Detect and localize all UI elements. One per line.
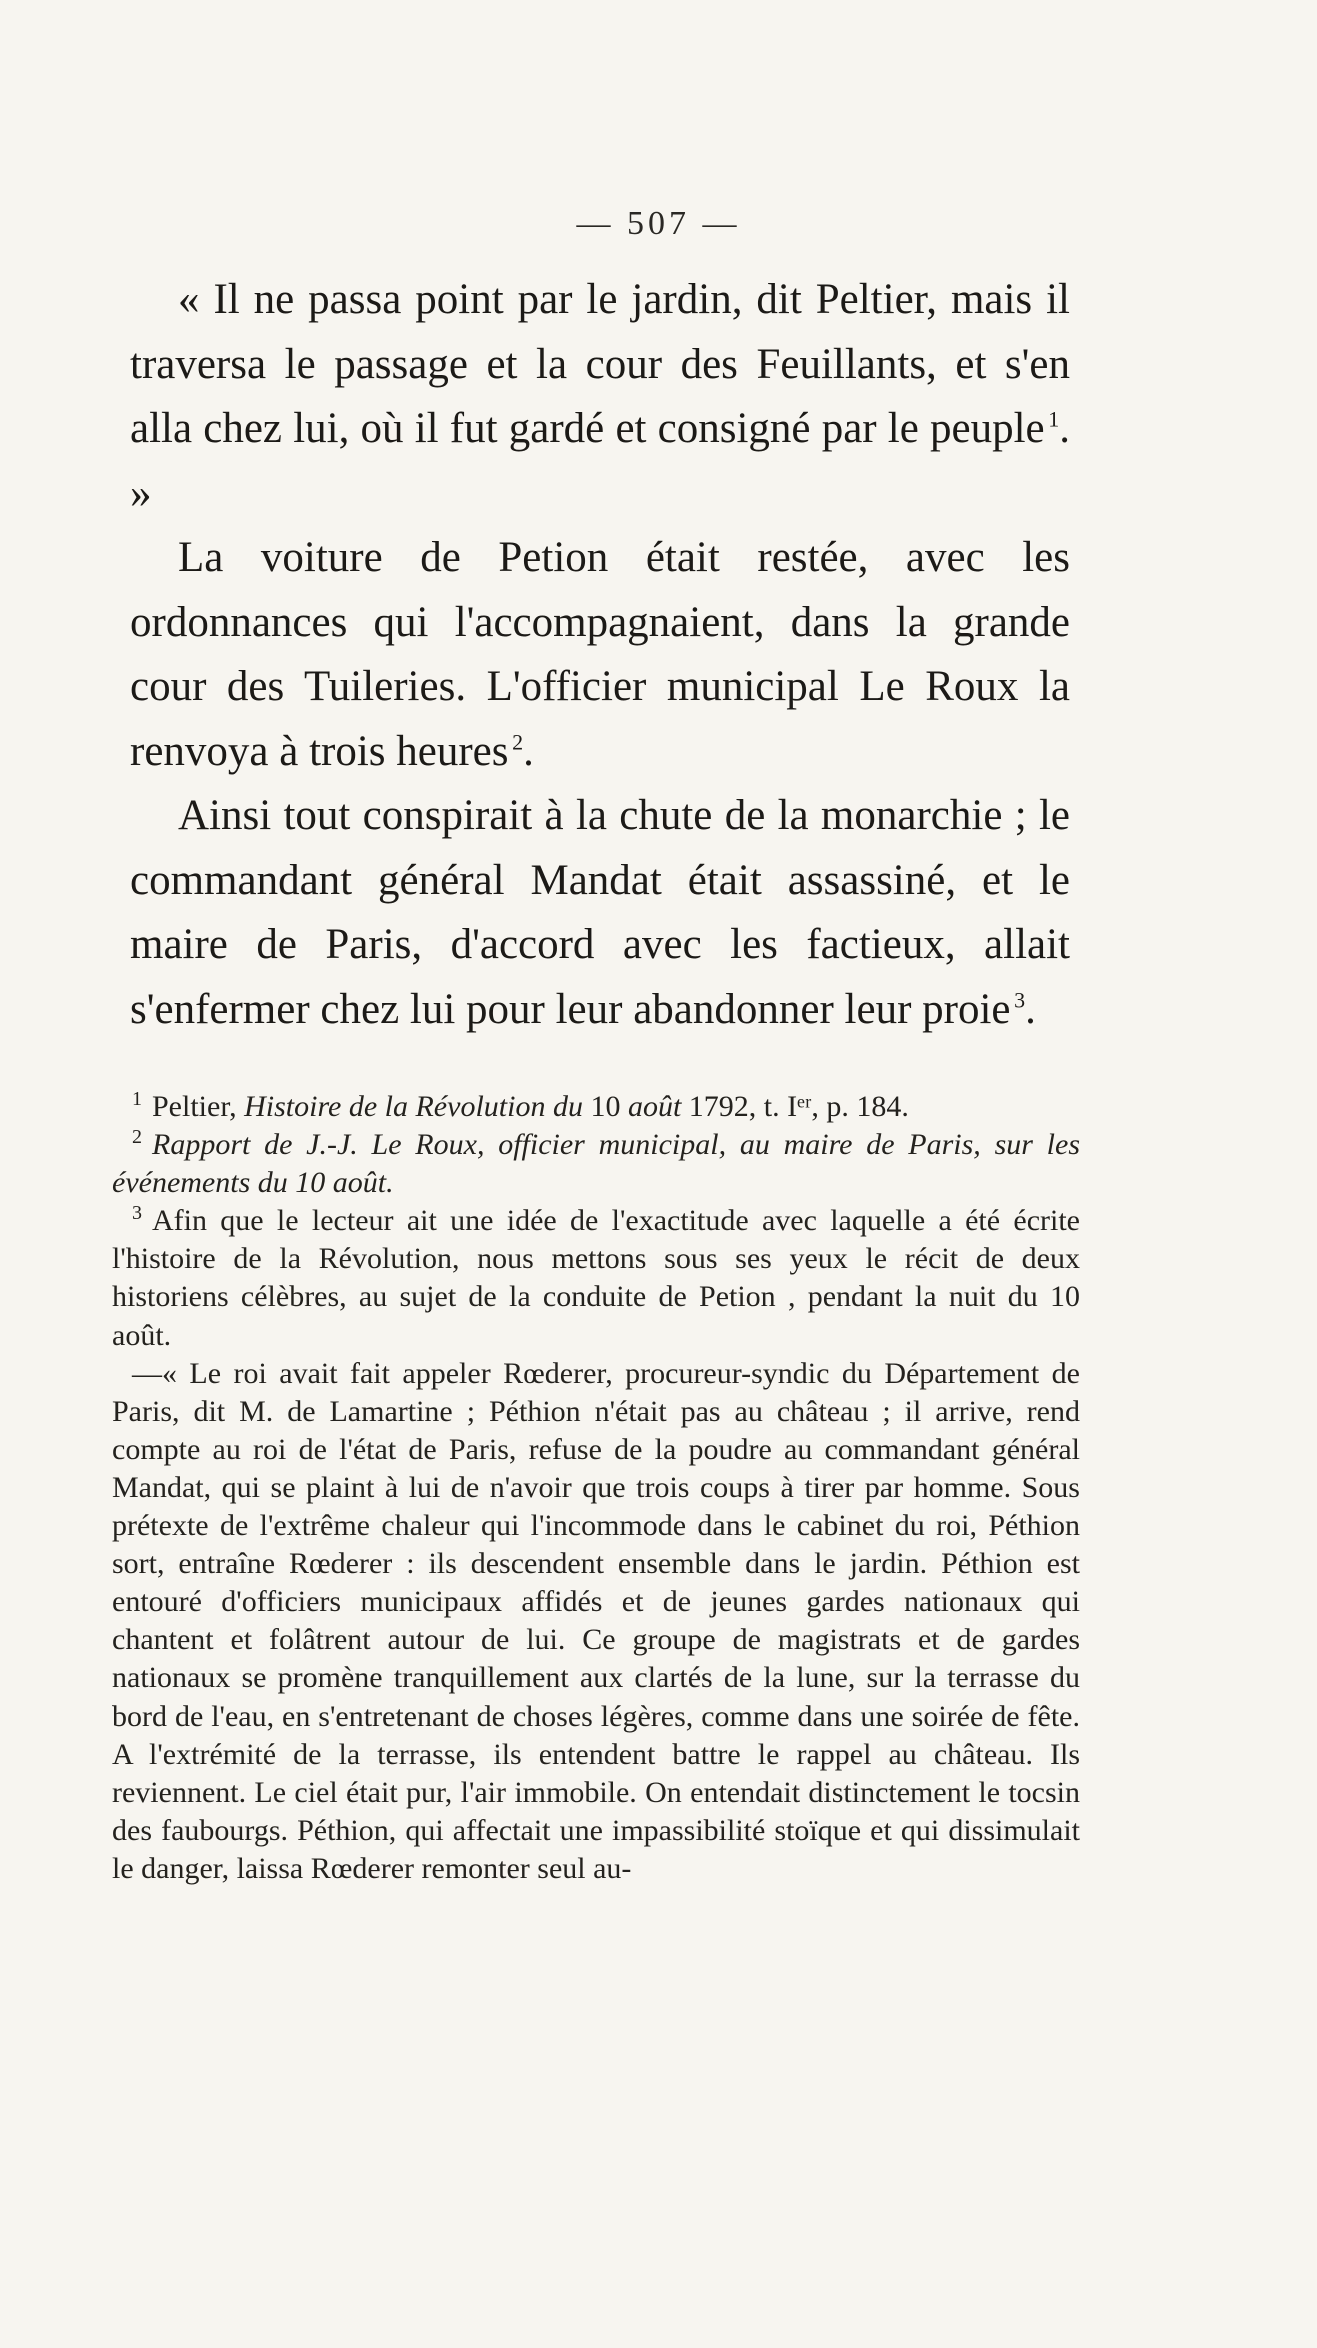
paragraph-3 (130, 784, 1070, 1042)
paragraph-1-tail: . » (130, 405, 1070, 517)
footnote-1-title2: août (627, 1090, 682, 1123)
paragraph-2 (130, 526, 1070, 784)
footnote-ref-3: 3 (1014, 987, 1026, 1013)
footnote-1-end: 1792, t. Iᵉʳ, p. 184. (681, 1090, 909, 1123)
footnote-1-number: 1 (132, 1088, 142, 1110)
footnote-1-before: Peltier, (152, 1090, 245, 1123)
footnote-3-text: Afin que le lecteur ait une idée de l'exactitude avec laquelle a été écrite l'histoire de la Révolution, nous mettons sous ses yeux le récit de deux historiens célèbres, au sujet de la conduite de Petion , pendant la nuit du 10 août. (112, 1204, 1080, 1352)
footnotes (112, 1088, 1080, 1888)
paragraph-3-tail: . (1025, 985, 1036, 1033)
footnote-ref-2: 2 (512, 729, 524, 755)
footnote-3 (112, 1202, 1080, 1354)
paragraph-1 (130, 268, 1070, 526)
footnote-1 (112, 1088, 1080, 1126)
paragraph-1-text: « Il ne passa point par le jardin, dit Peltier, mais il traversa le passage et la cour des Feuillants, et s'en alla chez lui, où il fut gardé et consigné par le peuple (130, 276, 1070, 452)
footnote-3-number: 3 (132, 1202, 142, 1225)
footnote-2-text: Rapport de J.-J. Le Roux, officier municipal, au maire de Paris, sur les événements du 10 août. (112, 1128, 1080, 1200)
footnote-3-quote: —« Le roi avait fait appeler Rœderer, procureur-syndic du Département de Paris, dit M. de Lamartine ; Péthion n'était pas au château ; il arrive, rend compte au roi de l'état de Paris, refuse de la poudre au commandant général Mandat, qui se plaint à lui de n'avoir que trois coups à tirer par homme. Sous prétexte de l'extrême chaleur qui l'incommode dans le cabinet du roi, Péthion sort, entraîne Rœderer : ils descendent ensemble dans le jardin. Péthion est entouré d'officiers municipaux affidés et de jeunes gardes nationaux qui chantent et folâtrent autour de lui. Ce groupe de magistrats et de gardes nationaux se promène tranquillement aux clartés de la lune, sur la terrasse du bord de l'eau, en s'entretenant de choses légères, comme dans une soirée de fête. A l'extrémité de la terrasse, ils entendent battre le rappel au château. Ils reviennent. Le ciel était pur, l'air immobile. On entendait distinctement le tocsin des faubourgs. Péthion, qui affectait une impassibilité stoïque et qui dissimulait le danger, laissa Rœderer remonter seul au- (112, 1356, 1080, 1885)
footnote-1-after: 10 (582, 1090, 628, 1123)
page-number: — 507 — (576, 205, 741, 242)
paragraph-2-tail: . (523, 727, 534, 775)
main-text (130, 268, 1070, 1042)
footnote-2 (112, 1126, 1080, 1202)
paragraph-3-text: Ainsi tout conspirait à la chute de la monarchie ; le commandant général Mandat était assassiné, et le maire de Paris, d'accord avec les factieux, allait s'enfermer chez lui pour leur abandonner leur proie (130, 792, 1070, 1033)
footnote-2-number: 2 (132, 1126, 142, 1149)
footnote-1-title: Histoire de la Révolution du (244, 1090, 583, 1123)
footnote-ref-1: 1 (1048, 406, 1060, 432)
paragraph-2-text: La voiture de Petion était restée, avec les ordonnances qui l'accompagnaient, dans la grande cour des Tuileries. L'officier municipal Le Roux la renvoya à trois heures (130, 534, 1070, 775)
